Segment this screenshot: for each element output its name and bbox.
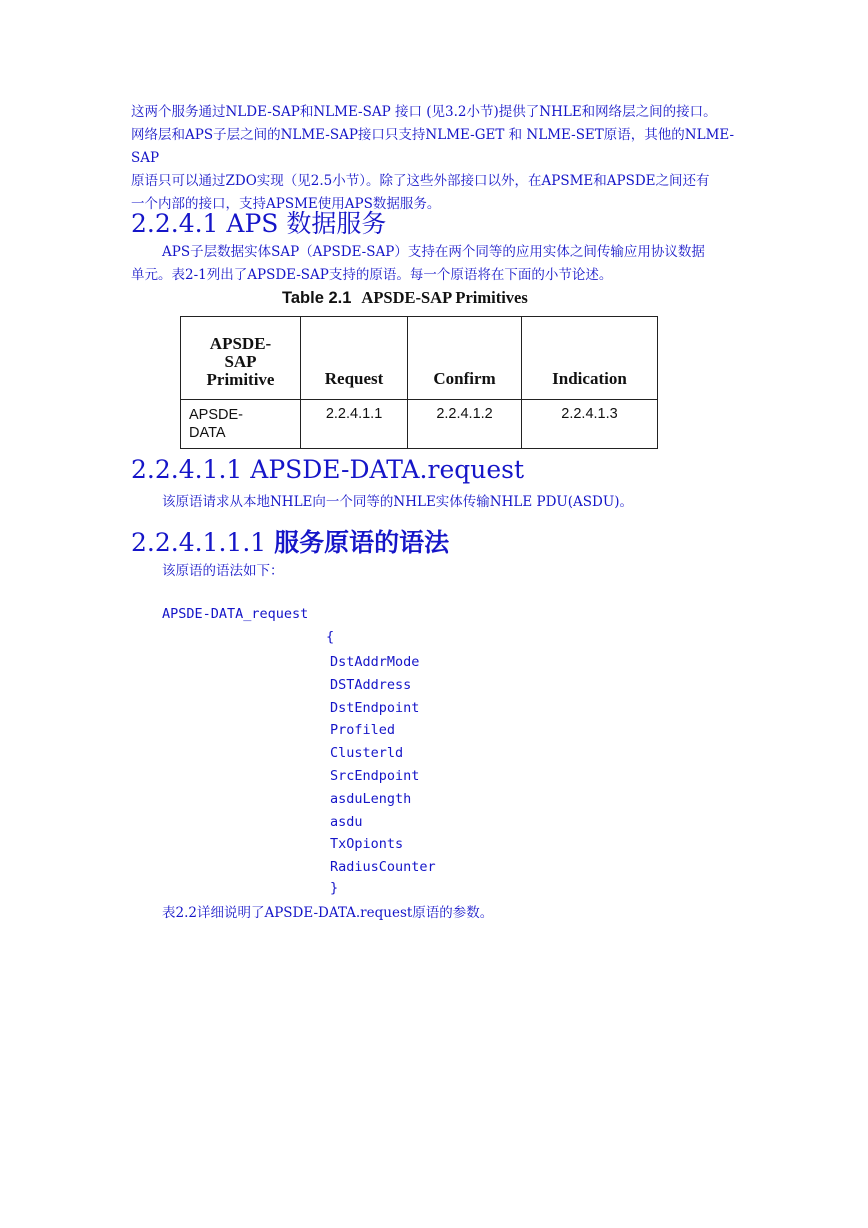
param-item: asduLength	[330, 790, 412, 807]
heading-22411: 2.2.4.1.1 APSDE-DATA.request	[131, 455, 525, 484]
table-row	[181, 400, 658, 449]
request-paragraph: 该原语请求从本地NHLE向一个同等的NHLE实体传输NHLE PDU(ASDU)。	[162, 494, 634, 510]
heading-224111-number: 2.2.4.1.1.1	[131, 528, 267, 557]
aps-paragraph	[131, 241, 742, 287]
header-confirm: Confirm	[408, 317, 522, 400]
parameter-list	[330, 651, 436, 879]
cell-primitive: APSDE- DATA	[181, 400, 301, 449]
heading-2241: 2.2.4.1 APS 数据服务	[131, 209, 387, 238]
table-caption-title: APSDE-SAP Primitives	[361, 288, 528, 307]
heading-224111	[131, 523, 449, 559]
header-primitive: APSDE- SAP Primitive	[181, 317, 301, 400]
param-item: DSTAddress	[330, 676, 412, 693]
primitive-name: APSDE-DATA_request	[162, 606, 309, 622]
syntax-paragraph: 该原语的语法如下：	[162, 563, 284, 579]
open-brace: {	[326, 629, 335, 645]
close-brace: }	[330, 880, 339, 896]
table-caption	[282, 288, 528, 308]
aps-line-1: APS子层数据实体SAP（APSDE-SAP）支持在两个同等的应用实体之间传输应用协议数据	[162, 244, 705, 260]
param-item: TxOpionts	[330, 836, 404, 853]
param-item: Clusterld	[330, 745, 404, 762]
intro-line-1: 这两个服务通过NLDE-SAP和NLME-SAP 接口 (见3.2小节)提供了NHLE和网络层之间的接口。	[131, 104, 717, 120]
heading-224111-text: 服务原语的语法	[274, 528, 450, 557]
cell-indication: 2.2.4.1.3	[521, 400, 657, 449]
table-header-row	[181, 317, 658, 400]
intro-paragraph	[131, 101, 741, 216]
param-item: DstAddrMode	[330, 654, 420, 670]
param-item: RadiusCounter	[330, 859, 436, 876]
param-item: SrcEndpoint	[330, 767, 420, 784]
param-item: DstEndpoint	[330, 699, 420, 716]
param-item: Profiled	[330, 722, 396, 739]
cell-confirm: 2.2.4.1.2	[408, 400, 522, 449]
header-request: Request	[301, 317, 408, 400]
table-caption-label: Table 2.1	[282, 289, 352, 307]
intro-line-3: 原语只可以通过ZDO实现（见2.5小节）。除了这些外部接口以外，在APSME和APSDE之间还有	[131, 173, 710, 189]
intro-line-4: 一个内部的接口，支持APSME使用APS数据服务。	[131, 196, 441, 212]
cell-request: 2.2.4.1.1	[301, 400, 408, 449]
header-indication: Indication	[521, 317, 657, 400]
param-item: asdu	[330, 813, 363, 830]
intro-line-2: 网络层和APS子层之间的NLME-SAP接口只支持NLME-GET 和 NLME-SET原语，其他的NLME-SAP	[131, 127, 735, 166]
aps-line-2: 单元。表2-1列出了APSDE-SAP支持的原语。每一个原语将在下面的小节论述。	[131, 267, 613, 283]
outro-paragraph: 表2.2详细说明了APSDE-DATA.request原语的参数。	[162, 905, 494, 921]
primitives-table	[180, 316, 658, 449]
